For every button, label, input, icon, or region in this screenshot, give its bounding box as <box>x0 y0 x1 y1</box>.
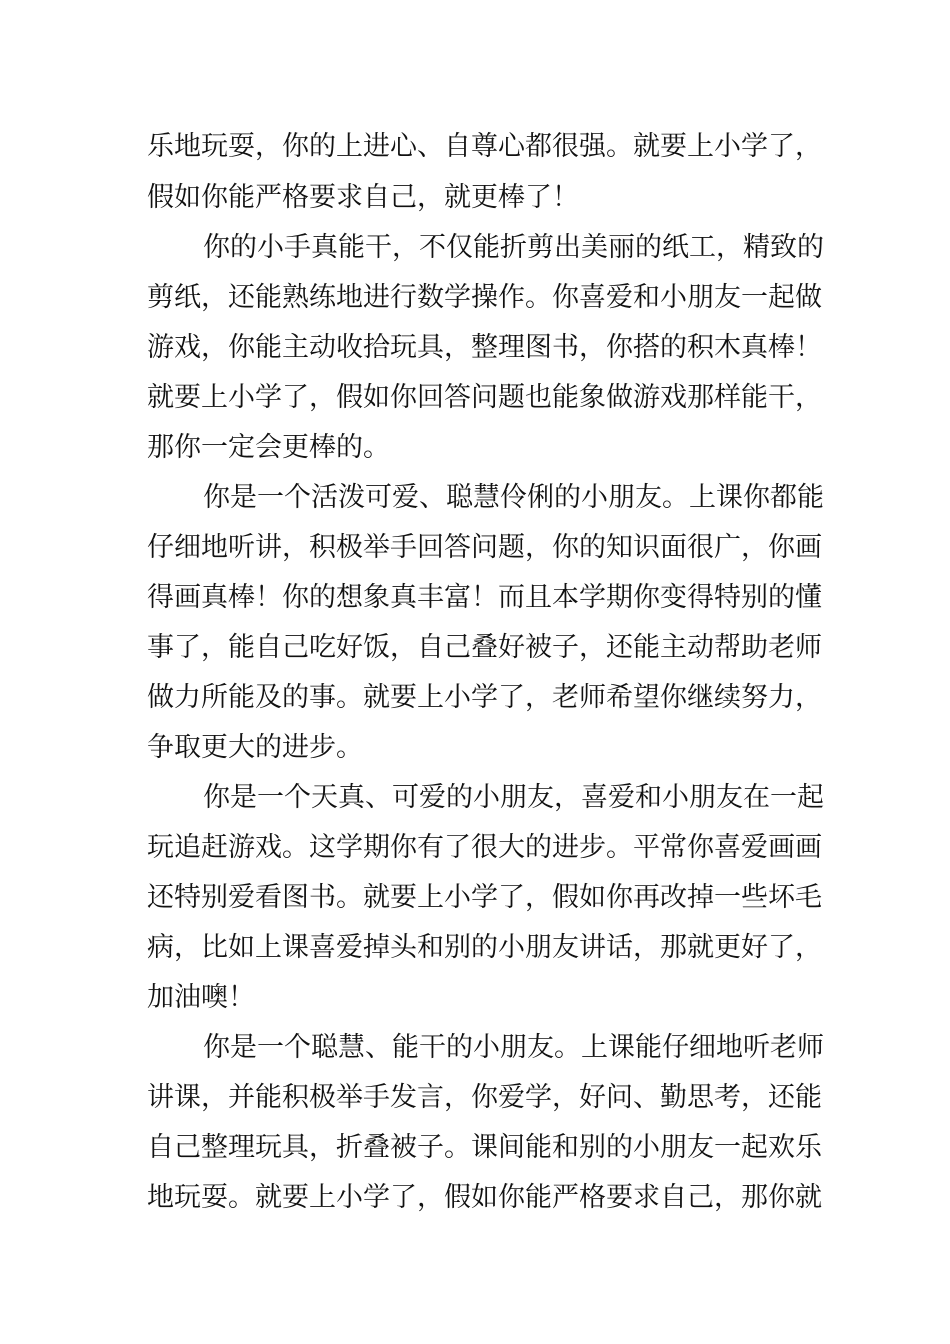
text-line: 自己整理玩具，折叠被子。课间能和别的小朋友一起欢乐 <box>147 1132 822 1163</box>
paragraph-first-line: 你是一个活泼可爱、聪慧伶俐的小朋友。上课你都能 <box>203 482 824 513</box>
text-line: 讲课，并能积极举手发言，你爱学，好问、勤思考，还能 <box>147 1082 822 1113</box>
text-line: 争取更大的进步。 <box>147 732 363 763</box>
paragraph-first-line: 你的小手真能干，不仅能折剪出美丽的纸工，精致的 <box>203 232 824 263</box>
text-line: 就要上小学了，假如你回答问题也能象做游戏那样能干， <box>147 382 822 413</box>
text-line: 剪纸，还能熟练地进行数学操作。你喜爱和小朋友一起做 <box>147 282 822 313</box>
text-line: 那你一定会更棒的。 <box>147 432 390 463</box>
text-line: 事了，能自己吃好饭，自己叠好被子，还能主动帮助老师 <box>147 632 822 663</box>
text-line: 得画真棒！你的想象真丰富！而且本学期你变得特别的懂 <box>147 582 822 613</box>
text-line: 做力所能及的事。就要上小学了，老师希望你继续努力， <box>147 682 822 713</box>
paragraph-first-line: 你是一个聪慧、能干的小朋友。上课能仔细地听老师 <box>203 1032 824 1063</box>
text-line: 玩追赶游戏。这学期你有了很大的进步。平常你喜爱画画 <box>147 832 822 863</box>
text-line: 假如你能严格要求自己，就更棒了！ <box>147 182 579 213</box>
text-line: 病，比如上课喜爱掉头和别的小朋友讲话，那就更好了， <box>147 932 822 963</box>
text-line: 加油噢！ <box>147 982 255 1013</box>
text-line: 游戏，你能主动收拾玩具，整理图书，你搭的积木真棒！ <box>147 332 822 363</box>
text-line: 仔细地听讲，积极举手回答问题，你的知识面很广，你画 <box>147 532 822 563</box>
text-line: 乐地玩耍，你的上进心、自尊心都很强。就要上小学了， <box>147 131 822 162</box>
text-line: 还特别爱看图书。就要上小学了，假如你再改掉一些坏毛 <box>147 882 822 913</box>
text-line: 地玩耍。就要上小学了，假如你能严格要求自己，那你就 <box>147 1182 822 1213</box>
paragraph-first-line: 你是一个天真、可爱的小朋友，喜爱和小朋友在一起 <box>203 782 824 813</box>
